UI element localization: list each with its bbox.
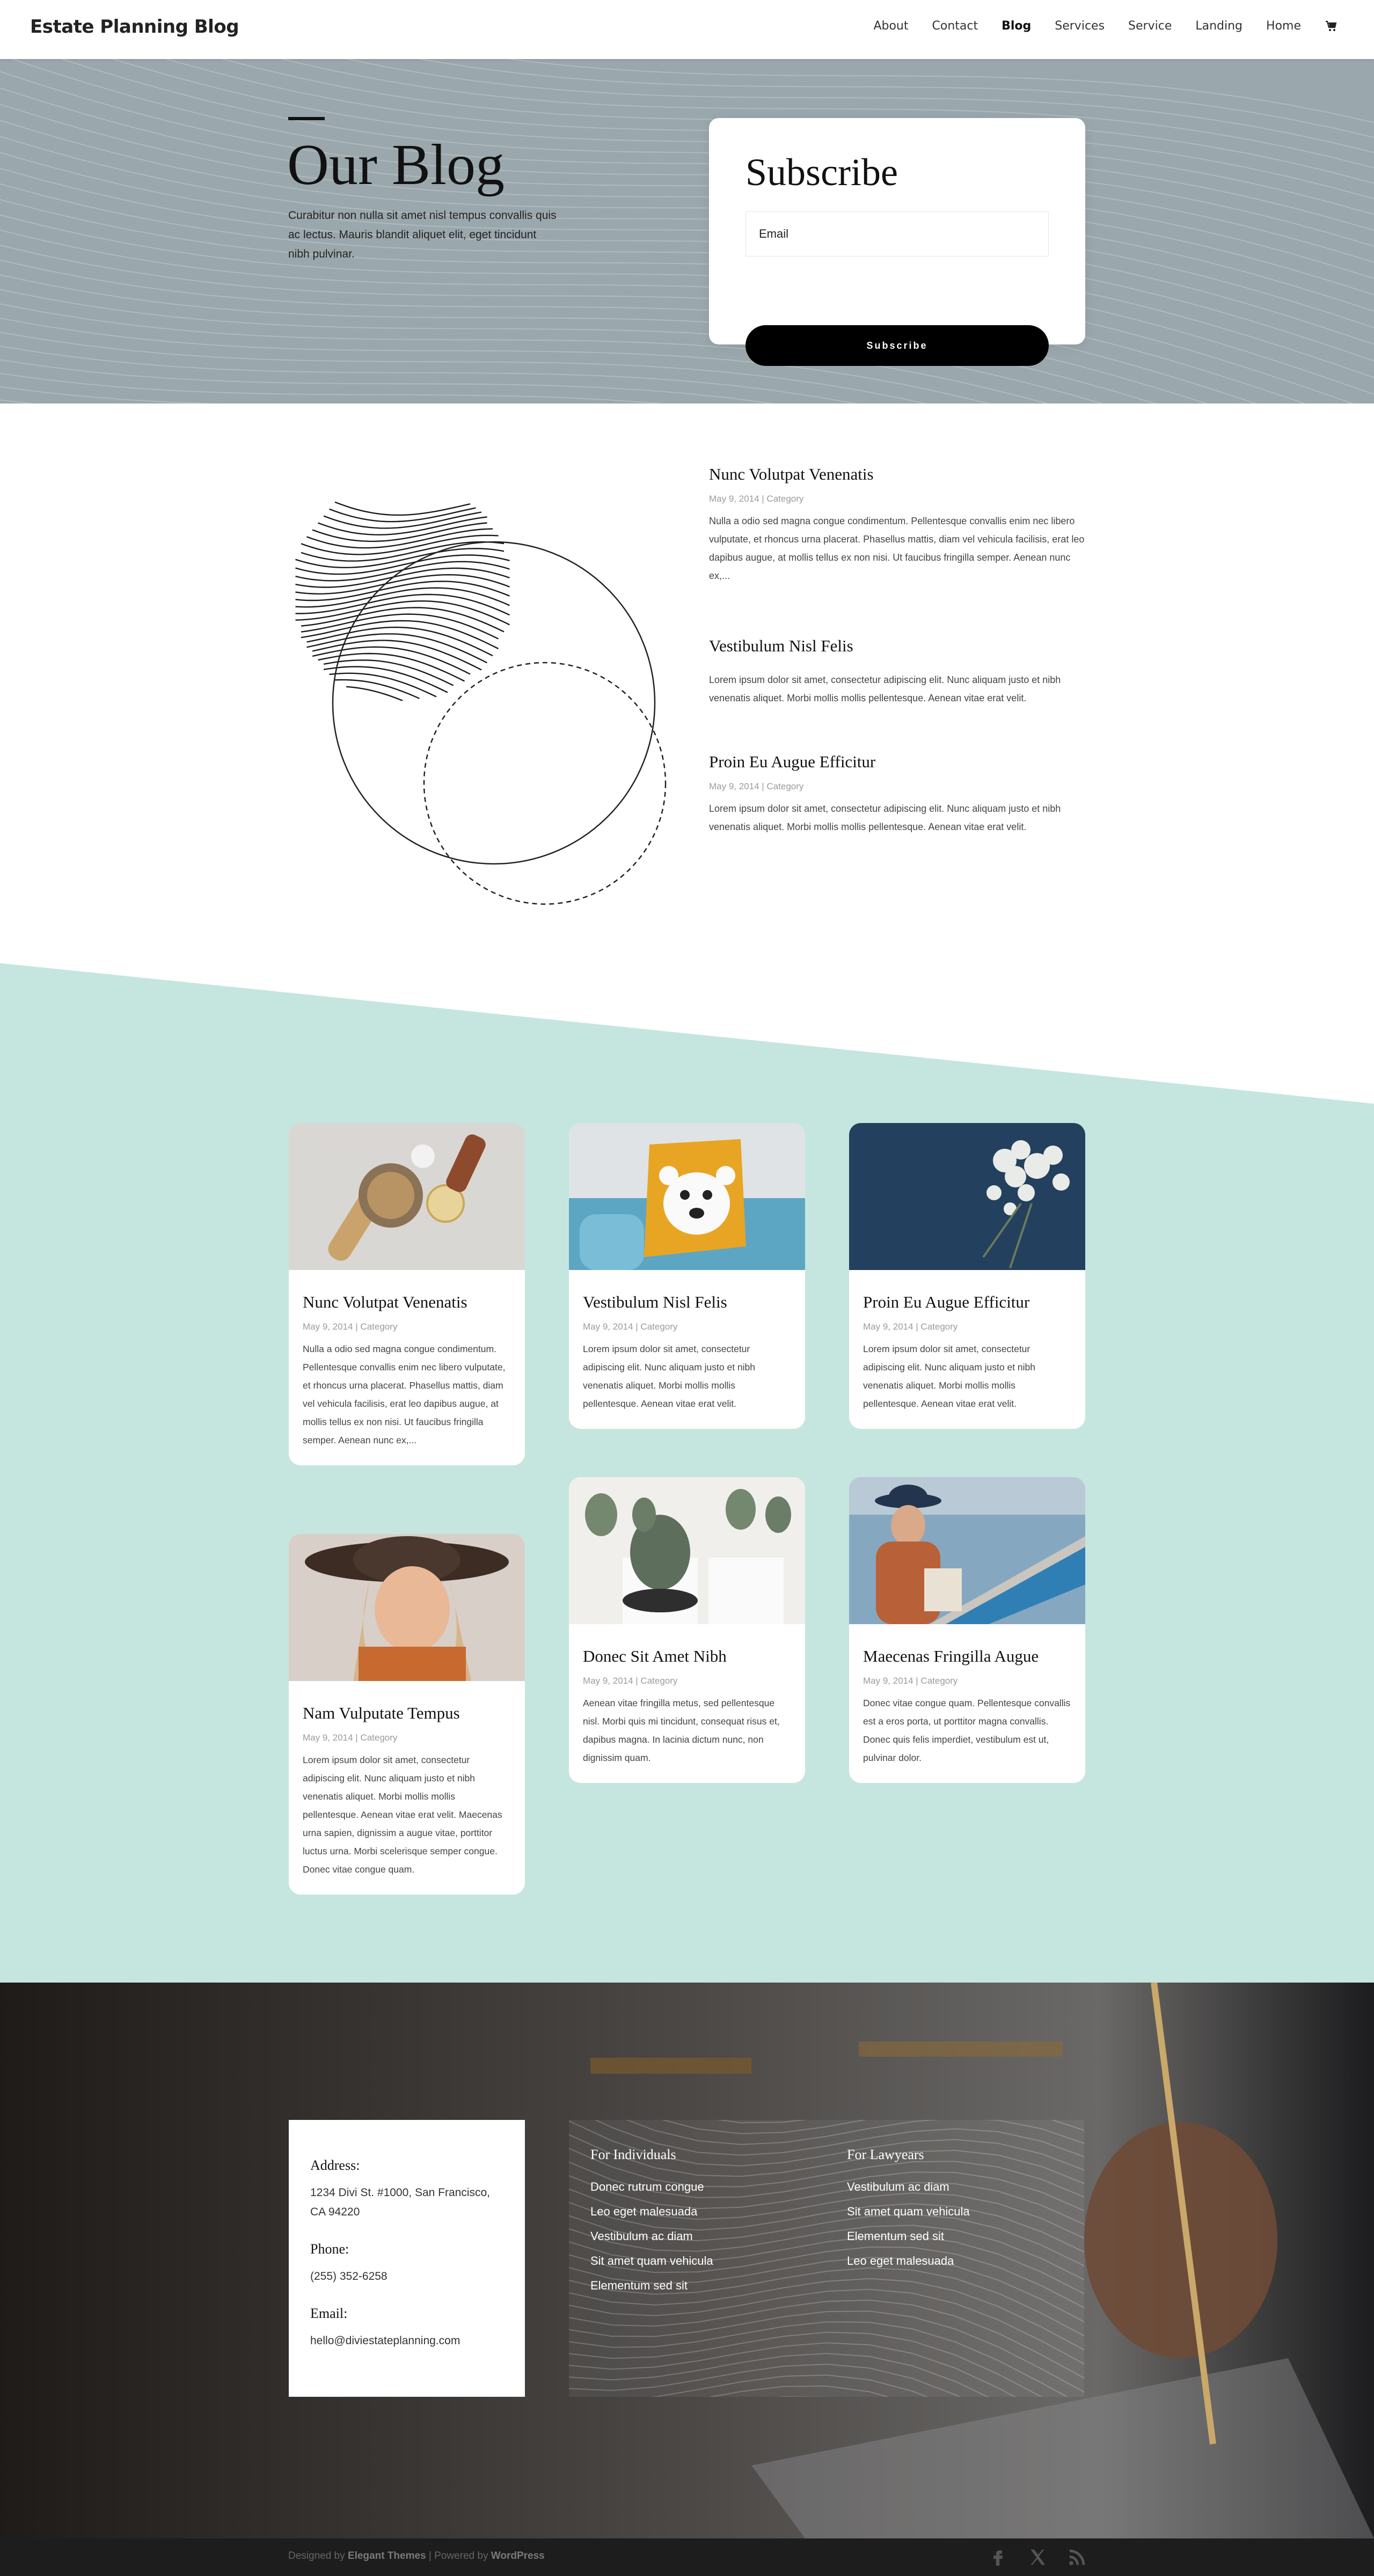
email-text[interactable]: hello@diviestateplanning.com <box>310 2335 461 2347</box>
bottom-bar <box>0 2538 1374 2576</box>
credits-separator: | <box>426 2550 435 2562</box>
post-excerpt: Nulla a odio sed magna congue condimentum. Pellentesque convallis enim nec libero vulputate, et rhoncus urna placerat. Phasellus mattis, diam vel vehicula facilisis, erat leo dapibus augue, at mollis tellus ex non nisi. Ut faucibus fringilla semper. Aenean nunc ex,... <box>709 516 1085 581</box>
post-title[interactable]: Vestibulum Nisl Felis <box>709 636 853 655</box>
post-card[interactable] <box>289 1534 525 1895</box>
featured-post <box>709 465 1085 585</box>
subscribe-title: Subscribe <box>746 151 898 194</box>
site-header <box>0 0 1374 59</box>
post-thumbnail[interactable] <box>569 1123 805 1270</box>
post-thumbnail[interactable] <box>289 1534 525 1681</box>
card-title[interactable]: Proin Eu Augue Efficitur <box>863 1293 1030 1311</box>
card-title[interactable]: Maecenas Fringilla Augue <box>863 1647 1039 1665</box>
card-meta: May 9, 2014 | Category <box>303 1733 398 1743</box>
credits <box>288 2550 545 2562</box>
hero-accent-bar <box>288 117 325 120</box>
footer-column-lawyers <box>847 2147 970 2279</box>
nav-landing[interactable]: Landing <box>1195 19 1243 33</box>
card-excerpt: Lorem ipsum dolor sit amet, consectetur adipiscing elit. Nunc aliquam justo et nibh venenatis aliquet. Morbi mollis mollis pellentesque. Aenean vitae erat velit. Maecenas urna sapien, dignissim a augue vitae, porttitor luctus urna. Morbi scelerisque semper congue. Donec vitae congue quam. <box>303 1755 502 1875</box>
post-card[interactable] <box>289 1123 525 1465</box>
card-excerpt: Aenean vitae fringilla metus, sed pellentesque nisl. Morbi quis mi tincidunt, consequat risus et, dapibus magna. In lacinia dictum nunc, non dignissim quam. <box>583 1698 780 1763</box>
post-card[interactable] <box>569 1477 805 1783</box>
nav-blog[interactable]: Blog <box>1002 19 1032 33</box>
nav-service[interactable]: Service <box>1128 19 1172 33</box>
wave-pattern <box>0 59 1374 403</box>
footer-link[interactable]: Donec rutrum congue <box>590 2180 704 2193</box>
site-footer <box>0 1983 1374 2538</box>
nav-about[interactable]: About <box>873 19 909 33</box>
nav-contact[interactable]: Contact <box>932 19 978 33</box>
card-excerpt: Nulla a odio sed magna congue condimentum. Pellentesque convallis enim nec libero vulputate, et rhoncus urna placerat. Phasellus mattis, diam vel vehicula facilisis, erat leo dapibus augue, at mollis tellus ex non nisi. Ut faucibus fringilla semper. Aenean nunc ex,... <box>303 1344 506 1445</box>
main-nav <box>873 19 1338 33</box>
post-card[interactable] <box>569 1123 805 1429</box>
post-thumbnail[interactable] <box>849 1477 1085 1624</box>
subscribe-card <box>709 118 1085 351</box>
column-title: For Lawyears <box>847 2147 924 2162</box>
phone-text[interactable]: (255) 352-6258 <box>310 2270 388 2283</box>
featured-post <box>709 752 1085 836</box>
card-meta: May 9, 2014 | Category <box>583 1322 678 1332</box>
hero-section <box>0 59 1374 403</box>
post-meta: May 9, 2014 | Category <box>709 494 804 504</box>
post-card[interactable] <box>849 1123 1085 1429</box>
social-links <box>988 2547 1087 2567</box>
page-title: Our Blog <box>287 133 505 197</box>
wordpress-link[interactable]: WordPress <box>491 2550 545 2562</box>
rss-icon[interactable] <box>1067 2547 1087 2567</box>
post-thumbnail[interactable] <box>569 1477 805 1624</box>
phone-label: Phone: <box>310 2241 349 2257</box>
credits-powered-by: Powered by <box>434 2550 488 2562</box>
nav-home[interactable]: Home <box>1266 19 1301 33</box>
post-thumbnail[interactable] <box>289 1123 525 1270</box>
footer-link[interactable]: Elementum sed sit <box>590 2279 688 2292</box>
address-text: 1234 Divi St. #1000, San Francisco, CA 94220 <box>310 2186 491 2218</box>
card-meta: May 9, 2014 | Category <box>303 1322 398 1332</box>
card-meta: May 9, 2014 | Category <box>863 1676 958 1686</box>
card-excerpt: Donec vitae congue quam. Pellentesque convallis est a eros porta, ut porttitor magna convallis. Donec quis felis imperdiet, vestibulum est ut, pulvinar dolor. <box>863 1698 1071 1763</box>
featured-post <box>709 636 1085 707</box>
footer-link[interactable]: Sit amet quam vehicula <box>590 2254 713 2267</box>
footer-link[interactable]: Sit amet quam vehicula <box>847 2205 970 2218</box>
footer-links-panel <box>569 2120 1084 2397</box>
post-excerpt: Lorem ipsum dolor sit amet, consectetur adipiscing elit. Nunc aliquam justo et nibh venenatis aliquet. Morbi mollis mollis pellentesque. Aenean vitae erat velit. <box>709 674 1061 703</box>
post-card[interactable] <box>849 1477 1085 1783</box>
card-meta: May 9, 2014 | Category <box>863 1322 958 1332</box>
card-excerpt: Lorem ipsum dolor sit amet, consectetur adipiscing elit. Nunc aliquam justo et nibh venenatis aliquet. Morbi mollis mollis pellentesque. Aenean vitae erat velit. <box>583 1344 756 1409</box>
posts-grid-section <box>0 963 1374 1983</box>
credits-designed-by: Designed by <box>288 2550 345 2562</box>
card-title[interactable]: Nunc Volutpat Venenatis <box>303 1293 467 1311</box>
facebook-icon[interactable] <box>988 2547 1008 2567</box>
footer-link[interactable]: Elementum sed sit <box>847 2229 944 2243</box>
address-label: Address: <box>310 2157 360 2173</box>
footer-column-individuals <box>590 2147 713 2303</box>
footer-link[interactable]: Leo eget malesuada <box>590 2205 698 2218</box>
email-field[interactable] <box>746 211 1049 256</box>
line-art-illustration <box>284 456 671 912</box>
footer-link[interactable]: Vestibulum ac diam <box>847 2180 949 2193</box>
post-meta: May 9, 2014 | Category <box>709 781 804 791</box>
footer-link[interactable]: Leo eget malesuada <box>847 2254 954 2267</box>
footer-link[interactable]: Vestibulum ac diam <box>590 2229 693 2243</box>
card-meta: May 9, 2014 | Category <box>583 1676 678 1686</box>
card-title[interactable]: Nam Vulputate Tempus <box>303 1704 460 1722</box>
cart-icon[interactable] <box>1325 20 1338 33</box>
subscribe-button[interactable]: Subscribe <box>746 325 1049 366</box>
slanted-background <box>0 963 1374 1983</box>
contact-card <box>289 2120 525 2397</box>
email-label: Email: <box>310 2306 348 2321</box>
post-excerpt: Lorem ipsum dolor sit amet, consectetur adipiscing elit. Nunc aliquam justo et nibh venenatis aliquet. Morbi mollis mollis pellentesque. Aenean vitae erat velit. <box>709 803 1061 832</box>
card-excerpt: Lorem ipsum dolor sit amet, consectetur adipiscing elit. Nunc aliquam justo et nibh venenatis aliquet. Morbi mollis mollis pellentesque. Aenean vitae erat velit. <box>863 1344 1036 1409</box>
x-icon[interactable] <box>1027 2547 1048 2567</box>
post-thumbnail[interactable] <box>849 1123 1085 1270</box>
site-logo[interactable]: Estate Planning Blog <box>30 16 239 38</box>
nav-services[interactable]: Services <box>1055 19 1105 33</box>
card-title[interactable]: Vestibulum Nisl Felis <box>583 1293 727 1311</box>
elegant-themes-link[interactable]: Elegant Themes <box>347 2550 426 2562</box>
card-title[interactable]: Donec Sit Amet Nibh <box>583 1647 727 1665</box>
hero-description: Curabitur non nulla sit amet nisl tempus convallis quis ac lectus. Mauris blandit aliquet elit, eget tincidunt nibh pulvinar. <box>288 209 557 260</box>
column-title: For Individuals <box>590 2147 676 2162</box>
post-title[interactable]: Proin Eu Augue Efficitur <box>709 752 876 771</box>
post-title[interactable]: Nunc Volutpat Venenatis <box>709 465 874 483</box>
